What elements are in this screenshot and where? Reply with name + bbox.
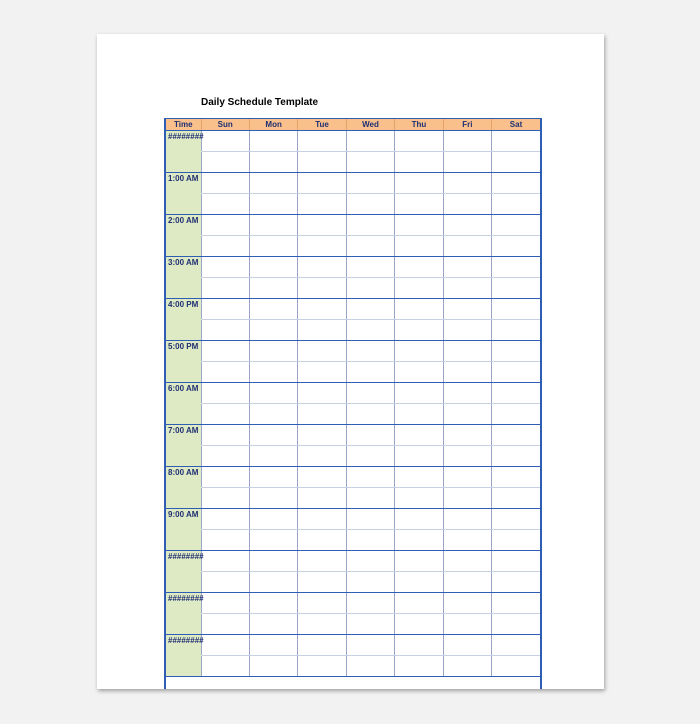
schedule-cell[interactable]: [346, 551, 394, 572]
schedule-cell[interactable]: [298, 278, 346, 299]
schedule-cell[interactable]: [443, 362, 491, 383]
time-label: 5:00 PM: [166, 341, 201, 362]
schedule-cell[interactable]: [443, 404, 491, 425]
schedule-cell[interactable]: [492, 446, 540, 467]
schedule-cell[interactable]: [492, 509, 540, 530]
schedule-cell[interactable]: [443, 635, 491, 656]
schedule-cell[interactable]: [298, 509, 346, 530]
schedule-cell[interactable]: [201, 341, 249, 362]
table-row: [166, 572, 540, 593]
schedule-cell[interactable]: [443, 446, 491, 467]
schedule-cell[interactable]: [395, 215, 443, 236]
header-wed: Wed: [346, 119, 394, 131]
schedule-cell[interactable]: [443, 509, 491, 530]
schedule-cell[interactable]: [492, 362, 540, 383]
table-row: [166, 446, 540, 467]
schedule-cell[interactable]: [443, 383, 491, 404]
schedule-cell[interactable]: [492, 572, 540, 593]
schedule-cell[interactable]: [298, 593, 346, 614]
schedule-cell[interactable]: [395, 278, 443, 299]
schedule-cell[interactable]: [492, 236, 540, 257]
schedule-cell[interactable]: [395, 551, 443, 572]
schedule-cell[interactable]: [201, 152, 249, 173]
schedule-cell[interactable]: [249, 551, 297, 572]
schedule-cell[interactable]: [346, 152, 394, 173]
schedule-table: [166, 119, 540, 677]
schedule-cell[interactable]: [395, 131, 443, 152]
schedule-cell[interactable]: [443, 551, 491, 572]
table-row: [166, 383, 540, 404]
schedule-cell[interactable]: [492, 152, 540, 173]
time-label: ########: [166, 635, 201, 656]
schedule-cell[interactable]: [249, 614, 297, 635]
schedule-cell[interactable]: [201, 362, 249, 383]
schedule-cell[interactable]: [395, 320, 443, 341]
table-row: [166, 278, 540, 299]
time-label: ########: [166, 593, 201, 614]
schedule-cell[interactable]: [298, 194, 346, 215]
schedule-cell[interactable]: [346, 656, 394, 677]
schedule-cell[interactable]: [201, 446, 249, 467]
header-sat: Sat: [492, 119, 540, 131]
schedule-cell[interactable]: [201, 404, 249, 425]
schedule-cell[interactable]: [249, 278, 297, 299]
schedule-cell[interactable]: [346, 572, 394, 593]
schedule-cell[interactable]: [492, 341, 540, 362]
time-label: 8:00 AM: [166, 467, 201, 488]
schedule-cell[interactable]: [249, 236, 297, 257]
schedule-cell[interactable]: [395, 194, 443, 215]
table-row: [166, 635, 540, 656]
table-row: [166, 173, 540, 194]
schedule-cell[interactable]: [298, 215, 346, 236]
schedule-cell[interactable]: [346, 215, 394, 236]
time-label-continuation: [166, 236, 201, 257]
schedule-cell[interactable]: [443, 299, 491, 320]
time-label: 9:00 AM: [166, 509, 201, 530]
schedule-cell[interactable]: [346, 362, 394, 383]
schedule-cell[interactable]: [395, 509, 443, 530]
schedule-cell[interactable]: [346, 131, 394, 152]
schedule-cell[interactable]: [249, 467, 297, 488]
schedule-cell[interactable]: [201, 320, 249, 341]
time-label: 4:00 PM: [166, 299, 201, 320]
schedule-cell[interactable]: [346, 425, 394, 446]
schedule-grid: [164, 118, 542, 689]
schedule-cell[interactable]: [249, 572, 297, 593]
schedule-cell[interactable]: [492, 530, 540, 551]
time-label: 7:00 AM: [166, 425, 201, 446]
schedule-cell[interactable]: [298, 320, 346, 341]
schedule-cell[interactable]: [443, 425, 491, 446]
schedule-cell[interactable]: [298, 173, 346, 194]
schedule-cell[interactable]: [395, 383, 443, 404]
schedule-cell[interactable]: [201, 236, 249, 257]
schedule-cell[interactable]: [201, 551, 249, 572]
schedule-cell[interactable]: [298, 635, 346, 656]
time-label-continuation: [166, 278, 201, 299]
schedule-cell[interactable]: [201, 215, 249, 236]
table-row: [166, 488, 540, 509]
table-row: [166, 404, 540, 425]
schedule-cell[interactable]: [249, 383, 297, 404]
schedule-cell[interactable]: [346, 593, 394, 614]
time-label-continuation: [166, 320, 201, 341]
schedule-cell[interactable]: [249, 257, 297, 278]
time-label-continuation: [166, 656, 201, 677]
schedule-cell[interactable]: [492, 635, 540, 656]
schedule-cell[interactable]: [443, 320, 491, 341]
schedule-cell[interactable]: [346, 341, 394, 362]
time-label: ########: [166, 551, 201, 572]
schedule-cell[interactable]: [492, 320, 540, 341]
schedule-cell[interactable]: [346, 278, 394, 299]
schedule-cell[interactable]: [201, 467, 249, 488]
schedule-cell[interactable]: [395, 362, 443, 383]
schedule-cell[interactable]: [249, 446, 297, 467]
schedule-cell[interactable]: [298, 446, 346, 467]
schedule-cell[interactable]: [395, 173, 443, 194]
schedule-cell[interactable]: [492, 131, 540, 152]
schedule-cell[interactable]: [395, 467, 443, 488]
time-label-continuation: [166, 446, 201, 467]
schedule-cell[interactable]: [346, 257, 394, 278]
schedule-cell[interactable]: [346, 194, 394, 215]
schedule-cell[interactable]: [249, 404, 297, 425]
schedule-cell[interactable]: [395, 152, 443, 173]
time-label: ########: [166, 131, 201, 152]
schedule-cell[interactable]: [201, 635, 249, 656]
schedule-cell[interactable]: [249, 362, 297, 383]
schedule-cell[interactable]: [249, 635, 297, 656]
header-row: [166, 119, 540, 131]
schedule-cell[interactable]: [492, 593, 540, 614]
table-row: [166, 257, 540, 278]
schedule-cell[interactable]: [395, 593, 443, 614]
schedule-cell[interactable]: [492, 404, 540, 425]
schedule-cell[interactable]: [443, 488, 491, 509]
schedule-cell[interactable]: [201, 383, 249, 404]
table-row: [166, 131, 540, 152]
schedule-cell[interactable]: [492, 488, 540, 509]
schedule-cell[interactable]: [395, 404, 443, 425]
header-fri: Fri: [443, 119, 491, 131]
schedule-cell[interactable]: [395, 257, 443, 278]
schedule-cell[interactable]: [443, 341, 491, 362]
table-row: [166, 656, 540, 677]
header-sun: Sun: [201, 119, 249, 131]
time-label: 1:00 AM: [166, 173, 201, 194]
schedule-cell[interactable]: [298, 383, 346, 404]
schedule-cell[interactable]: [492, 194, 540, 215]
schedule-cell[interactable]: [298, 467, 346, 488]
schedule-cell[interactable]: [201, 593, 249, 614]
schedule-cell[interactable]: [249, 530, 297, 551]
schedule-cell[interactable]: [249, 488, 297, 509]
schedule-cell[interactable]: [443, 656, 491, 677]
schedule-cell[interactable]: [492, 467, 540, 488]
time-label-continuation: [166, 152, 201, 173]
schedule-cell[interactable]: [201, 278, 249, 299]
schedule-cell[interactable]: [249, 593, 297, 614]
schedule-cell[interactable]: [443, 614, 491, 635]
schedule-cell[interactable]: [395, 236, 443, 257]
schedule-cell[interactable]: [443, 530, 491, 551]
time-label-continuation: [166, 614, 201, 635]
table-row: [166, 299, 540, 320]
schedule-cell[interactable]: [201, 614, 249, 635]
schedule-cell[interactable]: [492, 551, 540, 572]
schedule-cell[interactable]: [201, 257, 249, 278]
schedule-cell[interactable]: [298, 551, 346, 572]
schedule-cell[interactable]: [492, 614, 540, 635]
schedule-cell[interactable]: [201, 173, 249, 194]
schedule-cell[interactable]: [201, 530, 249, 551]
schedule-cell[interactable]: [298, 572, 346, 593]
schedule-cell[interactable]: [346, 530, 394, 551]
schedule-cell[interactable]: [395, 425, 443, 446]
table-row: [166, 341, 540, 362]
schedule-cell[interactable]: [346, 488, 394, 509]
schedule-cell[interactable]: [492, 257, 540, 278]
schedule-cell[interactable]: [249, 194, 297, 215]
schedule-cell[interactable]: [492, 656, 540, 677]
schedule-cell[interactable]: [201, 488, 249, 509]
schedule-cell[interactable]: [346, 635, 394, 656]
schedule-cell[interactable]: [395, 572, 443, 593]
time-label: 6:00 AM: [166, 383, 201, 404]
schedule-cell[interactable]: [395, 635, 443, 656]
schedule-cell[interactable]: [201, 194, 249, 215]
schedule-cell[interactable]: [443, 173, 491, 194]
schedule-cell[interactable]: [201, 509, 249, 530]
header-thu: Thu: [395, 119, 443, 131]
table-row: [166, 425, 540, 446]
schedule-cell[interactable]: [201, 572, 249, 593]
table-row: [166, 593, 540, 614]
schedule-cell[interactable]: [492, 173, 540, 194]
schedule-cell[interactable]: [346, 404, 394, 425]
schedule-cell[interactable]: [298, 299, 346, 320]
schedule-cell[interactable]: [492, 278, 540, 299]
schedule-cell[interactable]: [346, 299, 394, 320]
schedule-cell[interactable]: [346, 614, 394, 635]
schedule-cell[interactable]: [443, 152, 491, 173]
schedule-cell[interactable]: [249, 341, 297, 362]
schedule-cell[interactable]: [492, 299, 540, 320]
header-time: Time: [166, 119, 201, 131]
document-title: Daily Schedule Template: [201, 97, 319, 108]
schedule-cell[interactable]: [346, 467, 394, 488]
schedule-cell[interactable]: [298, 362, 346, 383]
schedule-cell[interactable]: [395, 446, 443, 467]
schedule-cell[interactable]: [395, 614, 443, 635]
schedule-cell[interactable]: [346, 509, 394, 530]
schedule-cell[interactable]: [298, 152, 346, 173]
schedule-cell[interactable]: [298, 404, 346, 425]
schedule-cell[interactable]: [443, 467, 491, 488]
schedule-cell[interactable]: [298, 656, 346, 677]
schedule-cell[interactable]: [249, 425, 297, 446]
schedule-cell[interactable]: [443, 572, 491, 593]
document-page: [97, 34, 604, 689]
schedule-cell[interactable]: [443, 194, 491, 215]
table-row: [166, 509, 540, 530]
schedule-cell[interactable]: [298, 488, 346, 509]
schedule-cell[interactable]: [395, 299, 443, 320]
header-tue: Tue: [298, 119, 346, 131]
table-row: [166, 152, 540, 173]
schedule-cell[interactable]: [395, 488, 443, 509]
schedule-cell[interactable]: [249, 173, 297, 194]
schedule-cell[interactable]: [346, 320, 394, 341]
schedule-cell[interactable]: [249, 152, 297, 173]
schedule-cell[interactable]: [443, 593, 491, 614]
time-label-continuation: [166, 404, 201, 425]
time-label: 2:00 AM: [166, 215, 201, 236]
schedule-cell[interactable]: [395, 530, 443, 551]
schedule-cell[interactable]: [443, 236, 491, 257]
schedule-cell[interactable]: [201, 656, 249, 677]
time-label-continuation: [166, 530, 201, 551]
schedule-cell[interactable]: [492, 215, 540, 236]
table-row: [166, 614, 540, 635]
table-row: [166, 320, 540, 341]
schedule-cell[interactable]: [298, 425, 346, 446]
schedule-cell[interactable]: [492, 383, 540, 404]
schedule-cell[interactable]: [346, 236, 394, 257]
table-row: [166, 236, 540, 257]
table-row: [166, 530, 540, 551]
time-label: 3:00 AM: [166, 257, 201, 278]
schedule-cell[interactable]: [249, 215, 297, 236]
schedule-body: [166, 131, 540, 677]
schedule-cell[interactable]: [443, 257, 491, 278]
schedule-cell[interactable]: [249, 299, 297, 320]
schedule-cell[interactable]: [201, 299, 249, 320]
schedule-cell[interactable]: [249, 509, 297, 530]
schedule-cell[interactable]: [298, 257, 346, 278]
schedule-cell[interactable]: [346, 446, 394, 467]
time-label-continuation: [166, 362, 201, 383]
schedule-cell[interactable]: [346, 173, 394, 194]
schedule-cell[interactable]: [201, 425, 249, 446]
table-row: [166, 551, 540, 572]
schedule-cell[interactable]: [443, 131, 491, 152]
schedule-cell[interactable]: [249, 320, 297, 341]
schedule-cell[interactable]: [201, 131, 249, 152]
table-row: [166, 362, 540, 383]
schedule-cell[interactable]: [346, 383, 394, 404]
schedule-cell[interactable]: [492, 425, 540, 446]
schedule-cell[interactable]: [395, 341, 443, 362]
table-row: [166, 194, 540, 215]
schedule-cell[interactable]: [249, 131, 297, 152]
schedule-cell[interactable]: [443, 278, 491, 299]
schedule-cell[interactable]: [249, 656, 297, 677]
schedule-cell[interactable]: [298, 530, 346, 551]
schedule-cell[interactable]: [298, 236, 346, 257]
time-label-continuation: [166, 488, 201, 509]
time-label-continuation: [166, 572, 201, 593]
schedule-cell[interactable]: [298, 341, 346, 362]
table-row: [166, 467, 540, 488]
schedule-cell[interactable]: [395, 656, 443, 677]
schedule-cell[interactable]: [298, 131, 346, 152]
table-row: [166, 215, 540, 236]
schedule-cell[interactable]: [443, 215, 491, 236]
time-label-continuation: [166, 194, 201, 215]
schedule-cell[interactable]: [298, 614, 346, 635]
header-mon: Mon: [249, 119, 297, 131]
